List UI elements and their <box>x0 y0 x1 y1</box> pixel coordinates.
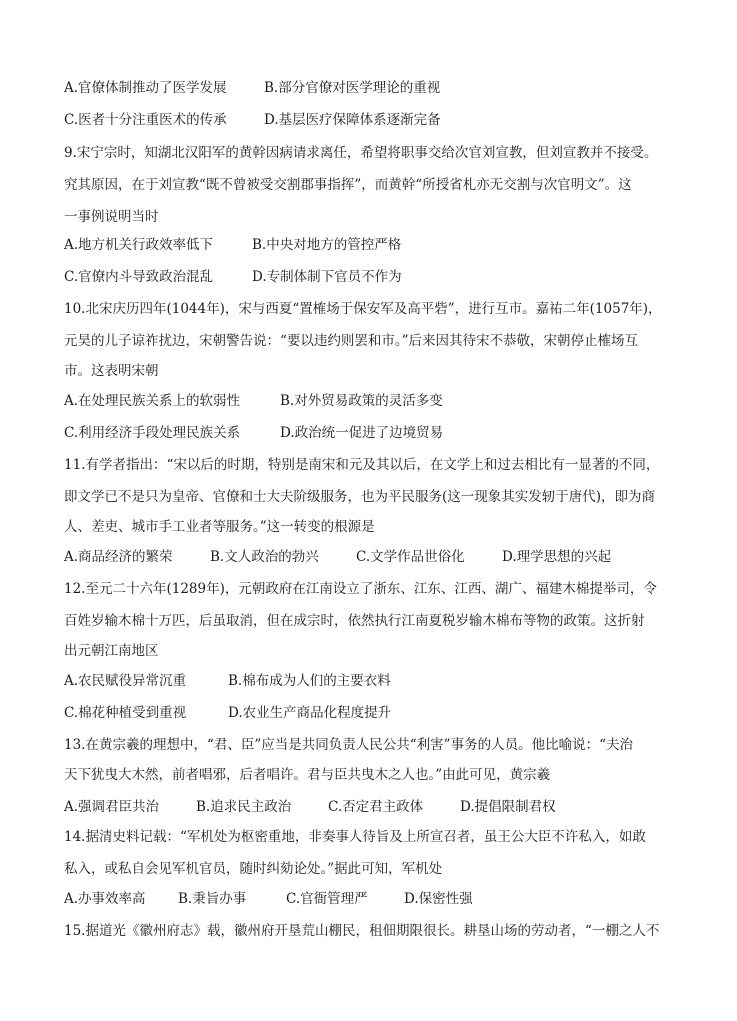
q8-option-b[interactable]: B.部分官僚对医学理论的重视 <box>264 80 441 96</box>
q13-option-d[interactable]: D.提倡限制君权 <box>460 799 556 815</box>
q9-option-b[interactable]: B.中央对地方的管控严格 <box>252 237 402 253</box>
q10-option-d[interactable]: D.政治统一促进了边境贸易 <box>280 425 444 441</box>
q10-option-b[interactable]: B.对外贸易政策的灵活多变 <box>280 393 443 409</box>
q14-option-a[interactable]: A.办事效率高 <box>64 891 146 907</box>
q11-stem-line3: 人、差吏、城市手工业者等服务。”这一转变的根源是 <box>64 519 375 535</box>
q11-option-b[interactable]: B.文人政治的勃兴 <box>210 549 319 565</box>
q13-stem-line1: 13.在黄宗羲的理想中，“君、臣”应当是共同负责人民公共“利害”事务的人员。他比喻说：“夫治 <box>64 737 633 753</box>
q13-option-b[interactable]: B.追求民主政治 <box>196 799 292 815</box>
q14-option-b[interactable]: B.秉旨办事 <box>178 891 247 907</box>
q14-stem-line1: 14.据清史料记载：“军机处为枢密重地，非奏事人待旨及上所宣召者，虽王公大臣不许私入，如敢 <box>64 829 646 845</box>
q9-stem-line1: 9.宋宁宗时，知湖北汉阳军的黄幹因病请求离任，希望将职事交给次官刘宣教，但刘宣教并不接受。 <box>64 145 658 161</box>
q8-option-a[interactable]: A.官僚体制推动了医学发展 <box>64 80 227 96</box>
q12-option-c[interactable]: C.棉花种植受到重视 <box>64 705 187 721</box>
q8-option-c[interactable]: C.医者十分注重医术的传承 <box>64 112 227 128</box>
q15-stem-line1: 15.据道光《徽州府志》载，徽州府开垦荒山棚民，租佃期限很长。耕垦山场的劳动者，“一棚之人不 <box>64 923 660 939</box>
q9-option-a[interactable]: A.地方机关行政效率低下 <box>64 237 214 253</box>
q11-option-c[interactable]: C.文学作品世俗化 <box>356 549 465 565</box>
q14-stem-line2: 私入，或私自会见军机官员，随时纠劾论处。”据此可知，军机处 <box>64 861 443 877</box>
q10-stem-line3: 市。这表明宋朝 <box>64 363 159 379</box>
q12-stem-line2: 百姓岁输木棉十万匹，后虽取消，但在成宗时，依然执行江南夏税岁输木棉布等物的政策。这折射 <box>64 613 645 629</box>
q14-option-d[interactable]: D.保密性强 <box>404 891 473 907</box>
q12-option-a[interactable]: A.农民赋役异常沉重 <box>64 673 187 689</box>
q9-stem-line2: 究其原因，在于刘宣教“既不曾被受交割郡事指挥”，而黄幹“所授省札亦无交割与次官明文”。这 <box>64 177 632 193</box>
q10-stem-line1: 10.北宋庆历四年(1044年)，宋与西夏“置榷场于保安军及高平砦”，进行互市。嘉祐二年(1057年)， <box>64 301 662 317</box>
q11-option-a[interactable]: A.商品经济的繁荣 <box>64 549 173 565</box>
q12-option-d[interactable]: D.农业生产商品化程度提升 <box>228 705 392 721</box>
q9-stem-line3: 一事例说明当时 <box>64 209 159 225</box>
q9-option-c[interactable]: C.官僚内斗导致政治混乱 <box>64 269 214 285</box>
q14-option-c[interactable]: C.官衙管理严 <box>286 891 368 907</box>
q10-stem-line2: 元昊的儿子谅祚扰边，宋朝警告说：“要以违约则罢和市。”后来因其待宋不恭敬，宋朝停止榷场互 <box>64 333 639 349</box>
q8-option-d[interactable]: D.基层医疗保障体系逐渐完备 <box>264 112 441 128</box>
q9-option-d[interactable]: D.专制体制下官员不作为 <box>252 269 402 285</box>
q11-option-d[interactable]: D.理学思想的兴起 <box>502 549 612 565</box>
q11-stem-line1: 11.有学者指出：“宋以后的时期，特别是南宋和元及其以后，在文学上和过去相比有一显著的不同， <box>64 457 660 473</box>
q13-option-a[interactable]: A.强调君臣共治 <box>64 799 160 815</box>
q12-stem-line1: 12.至元二十六年(1289年)，元朝政府在江南设立了浙东、江东、江西、湖广、福建木棉提举司，令 <box>64 581 657 597</box>
q10-option-a[interactable]: A.在处理民族关系上的软弱性 <box>64 393 241 409</box>
q13-option-c[interactable]: C.否定君主政体 <box>328 799 424 815</box>
q13-stem-line2: 天下犹曳大木然，前者唱邪，后者唱许。君与臣共曳木之人也。”由此可见，黄宗羲 <box>64 767 551 783</box>
q11-stem-line2: 即文学已不是只为皇帝、官僚和士大夫阶级服务，也为平民服务(这一现象其实发轫于唐代)，即为商 <box>64 489 656 505</box>
q12-option-b[interactable]: B.棉布成为人们的主要衣料 <box>228 673 391 689</box>
q12-stem-line3: 出元朝江南地区 <box>64 643 159 659</box>
q10-option-c[interactable]: C.利用经济手段处理民族关系 <box>64 425 241 441</box>
